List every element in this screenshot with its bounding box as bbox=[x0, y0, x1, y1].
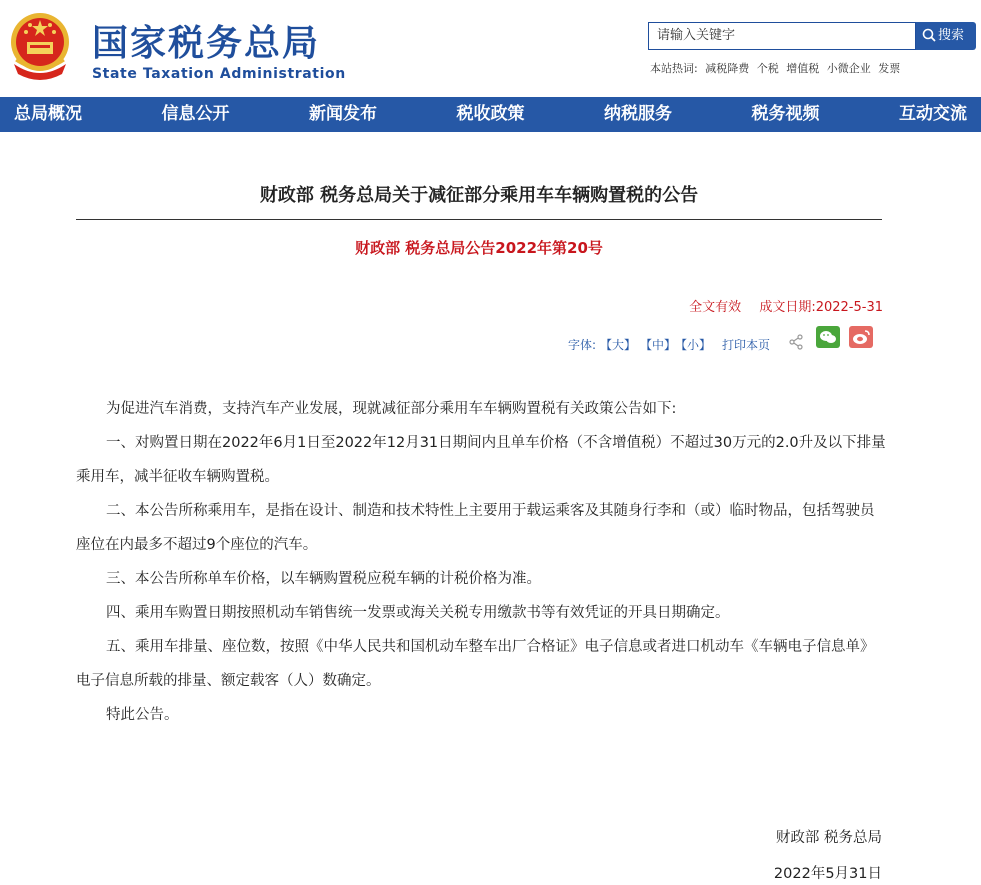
hot-word-link[interactable]: 减税降费 bbox=[705, 62, 750, 75]
article-paragraph: 二、本公告所称乘用车，是指在设计、制造和技术特性上主要用于载运乘客及其随身行李和（或）临时物品，包括驾驶员座位在内最多不超过9个座位的汽车。 bbox=[76, 503, 875, 553]
nav-item-info-disclosure[interactable]: 信息公开 bbox=[161, 104, 230, 124]
site-header bbox=[0, 0, 981, 97]
main-nav bbox=[0, 97, 981, 132]
search-button[interactable] bbox=[916, 22, 976, 50]
nav-item-overview[interactable]: 总局概况 bbox=[14, 104, 82, 124]
article-paragraph: 三、本公告所称单车价格，以车辆购置税应税车辆的计税价格为准。 bbox=[106, 571, 541, 587]
nav-item-news[interactable]: 新闻发布 bbox=[309, 104, 377, 124]
nav-item-taxpayer-service[interactable]: 纳税服务 bbox=[604, 104, 672, 124]
font-size-label: 字体: bbox=[568, 338, 597, 352]
font-size-small-button[interactable]: 【小】 bbox=[675, 338, 712, 352]
article-body bbox=[76, 392, 886, 732]
font-size-medium-button[interactable]: 【中】 bbox=[640, 338, 677, 352]
weibo-share-icon[interactable] bbox=[849, 326, 873, 348]
issue-date: 成文日期:2022-5-31 bbox=[759, 300, 883, 315]
article-paragraph: 五、乘用车排量、座位数，按照《中华人民共和国机动车整车出厂合格证》电子信息或者进口机动车《车辆电子信息单》电子信息所载的排量、额定载客（人）数确定。 bbox=[76, 639, 875, 689]
document-number: 财政部 税务总局公告2022年第20号 bbox=[355, 239, 603, 257]
hot-word-link[interactable]: 增值税 bbox=[786, 62, 820, 75]
title-divider bbox=[76, 219, 882, 220]
article-paragraph: 四、乘用车购置日期按照机动车销售统一发票或海关关税专用缴款书等有效凭证的开具日期确定。 bbox=[106, 605, 730, 621]
search-input[interactable]: 请输入关键字 bbox=[648, 22, 916, 50]
article-paragraph: 一、对购置日期在2022年6月1日至2022年12月31日期间内且单车价格（不含增值税）不超过30万元的2.0升及以下排量乘用车，减半征收车辆购置税。 bbox=[76, 435, 886, 485]
article-meta bbox=[689, 296, 883, 315]
hot-word-link[interactable]: 个税 bbox=[756, 62, 779, 75]
site-title-en[interactable]: State Taxation Administration bbox=[92, 66, 346, 82]
font-size-large-button[interactable]: 【大】 bbox=[600, 338, 637, 352]
validity-status: 全文有效 bbox=[689, 300, 742, 315]
hot-word-link[interactable]: 小微企业 bbox=[826, 62, 871, 75]
wechat-share-icon[interactable] bbox=[816, 326, 840, 348]
signature-date: 2022年5月31日 bbox=[773, 866, 882, 882]
hot-words bbox=[650, 60, 904, 76]
article-paragraph: 为促进汽车消费，支持汽车产业发展，现就减征部分乘用车车辆购置税有关政策公告如下: bbox=[106, 401, 677, 417]
nav-item-interaction[interactable]: 互动交流 bbox=[899, 104, 967, 124]
share-icon[interactable] bbox=[788, 334, 804, 350]
nav-item-tax-video[interactable]: 税务视频 bbox=[751, 104, 820, 124]
hot-word-link[interactable]: 发票 bbox=[878, 62, 901, 75]
national-emblem-icon bbox=[8, 10, 72, 82]
print-button[interactable]: 打印本页 bbox=[722, 338, 771, 352]
article-title: 财政部 税务总局关于减征部分乘用车车辆购置税的公告 bbox=[259, 185, 699, 206]
site-title[interactable]: 国家税务总局 bbox=[92, 23, 321, 64]
search-button-label: 搜索 bbox=[938, 28, 965, 43]
nav-item-tax-policy[interactable]: 税收政策 bbox=[456, 104, 525, 124]
article-tools bbox=[566, 326, 886, 352]
hot-words-label: 本站热词: bbox=[650, 62, 698, 75]
signatory: 财政部 税务总局 bbox=[775, 830, 882, 846]
article-paragraph: 特此公告。 bbox=[106, 707, 179, 723]
search-icon bbox=[922, 28, 936, 42]
